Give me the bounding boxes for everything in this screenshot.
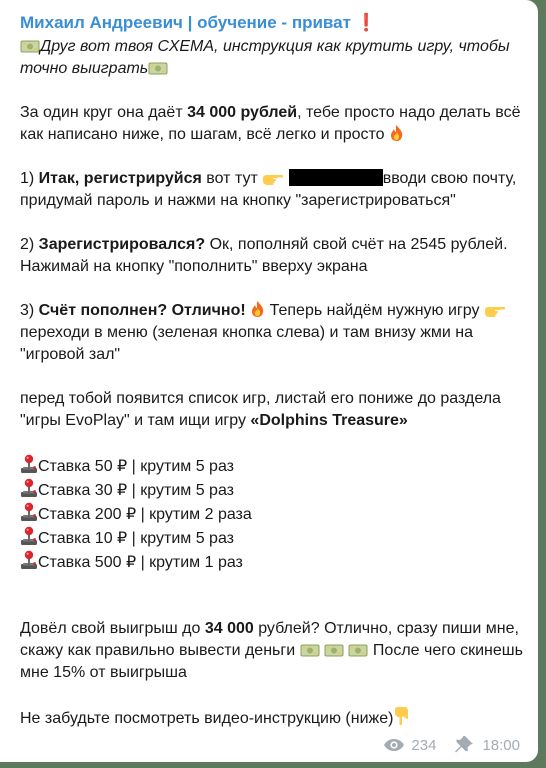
pointing-down-icon (393, 706, 409, 726)
paragraph-video (20, 706, 524, 730)
fire-icon (250, 300, 265, 318)
joystick-icon (20, 526, 38, 546)
withdraw-text-mid: рублей? Отлично, сразу пиши мне, скажу как правильно вывести деньги (20, 620, 519, 659)
step-3-number: 3) (20, 302, 39, 319)
author-name[interactable]: Михаил Андреевич | обучение - приват (20, 13, 351, 32)
intro-text: Друг вот твоя СХЕМА, инструкция как крутить игру, чтобы точно выиграть (20, 38, 510, 77)
money-icon (348, 643, 368, 658)
step-2 (20, 234, 524, 278)
game-text: перед тобой появится список игр, листай его пониже до раздела "игры EvoPlay" и там ищи игру (20, 390, 501, 429)
step-2-title: Зарегистрировался? (38, 236, 206, 253)
intro-paragraph (20, 36, 524, 80)
joystick-icon (20, 502, 38, 522)
step-3-text: Теперь найдём нужную игру (265, 302, 484, 319)
exclamation-icon: ❗ (355, 13, 377, 32)
bet-item (20, 502, 524, 526)
joystick-icon (20, 550, 38, 570)
step-2-number: 2) (20, 236, 39, 253)
paragraph-withdraw (20, 618, 524, 684)
bet-text: Ставка 50 ₽ | крутим 5 раз (38, 458, 234, 475)
bet-list (20, 454, 524, 574)
pin-icon[interactable] (454, 736, 476, 754)
bet-text: Ставка 500 ₽ | крутим 1 раз (38, 554, 243, 571)
step-1-text-end: вводи свою почту, придумай пароль и нажми на кнопку "зарегистрироваться" (20, 170, 517, 209)
message-time: 18:00 (482, 736, 520, 754)
step-3 (20, 300, 524, 366)
money-icon (300, 643, 320, 658)
withdraw-text: Довёл свой выигрыш до (20, 620, 205, 637)
channel-author[interactable] (20, 12, 524, 36)
bet-text: Ставка 10 ₽ | крутим 5 раз (38, 530, 234, 547)
joystick-icon (20, 454, 38, 474)
message-meta (383, 736, 520, 754)
step-3-title: Счёт пополнен? Отлично! (38, 302, 246, 319)
fire-icon (389, 124, 404, 142)
step-3-text-end: переходи в меню (зеленая кнопка слева) и там внизу жми на "игровой зал" (20, 324, 474, 363)
p1-amount: 34 000 рублей (187, 104, 298, 121)
pointing-right-icon (484, 304, 506, 318)
bet-text: Ставка 30 ₽ | крутим 5 раз (38, 482, 234, 499)
bet-text: Ставка 200 ₽ | крутим 2 раза (38, 506, 252, 523)
money-icon (324, 643, 344, 658)
step-1-title: Итак, регистрируйся (38, 170, 202, 187)
step-1-text: вот тут (201, 170, 263, 187)
step-1 (20, 168, 524, 212)
p1-text-end: , тебе просто надо делать всё как написано ниже, по шагам, всё легко и просто (20, 104, 521, 143)
redacted-link[interactable] (289, 169, 383, 186)
money-icon (148, 61, 168, 76)
bet-item (20, 550, 524, 574)
game-name: «Dolphins Treasure» (250, 412, 408, 429)
bet-item (20, 478, 524, 502)
eye-icon (383, 738, 405, 752)
video-text: Не забудьте посмотреть видео-инструкцию (ниже) (20, 710, 394, 727)
step-1-number: 1) (20, 170, 39, 187)
money-icon (20, 39, 40, 54)
pointing-right-icon (262, 172, 284, 186)
joystick-icon (20, 478, 38, 498)
paragraph-reward (20, 102, 524, 146)
message-body (20, 36, 524, 730)
p1-text: За один круг она даёт (20, 104, 188, 121)
withdraw-text-end: После чего скинешь мне 15% от выигрыша (20, 642, 523, 681)
withdraw-amount: 34 000 (204, 620, 254, 637)
step-2-text: Ок, пополняй свой счёт на 2545 рублей. Нажимай на кнопку "пополнить" вверху экрана (20, 236, 508, 275)
view-count: 234 (411, 736, 437, 754)
paragraph-game (20, 388, 524, 432)
bet-item (20, 526, 524, 550)
bet-item (20, 454, 524, 478)
